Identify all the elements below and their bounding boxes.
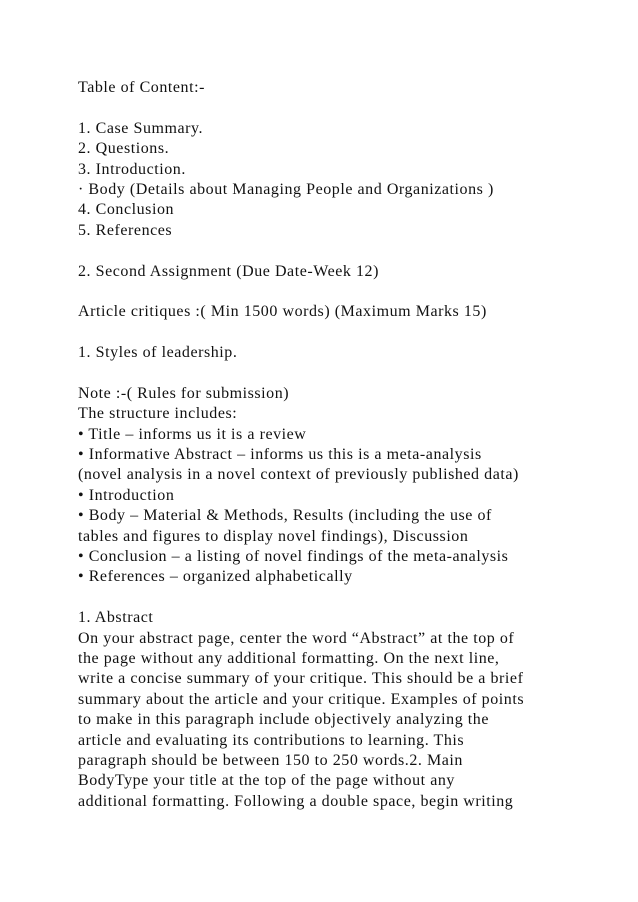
note-intro: The structure includes: [78, 405, 238, 423]
abstract-line: additional formatting. Following a double space, begin writing [78, 792, 514, 810]
note-line: • Introduction [78, 486, 175, 504]
abstract-line: summary about the article and your critique. Examples of points [78, 690, 525, 708]
assignment-heading: 2. Second Assignment (Due Date-Week 12) [78, 262, 379, 280]
document-body [78, 78, 618, 812]
abstract-line: article and evaluating its contributions to learning. This [78, 731, 465, 749]
toc-item: 4. Conclusion [78, 201, 175, 219]
spacer [78, 241, 618, 261]
toc-item: 2. Questions. [78, 140, 170, 158]
toc-item: 1. Case Summary. [78, 119, 204, 137]
abstract-line: to make in this paragraph include objectively analyzing the [78, 711, 489, 729]
toc-title: Table of Content:- [78, 79, 205, 96]
note-heading: Note :-( Rules for submission) [78, 384, 290, 402]
abstract-line: paragraph should be between 150 to 250 words.2. Main [78, 751, 463, 769]
note-line: • Informative Abstract – informs us this is a meta-analysis [78, 446, 482, 464]
toc-item: 5. References [78, 221, 173, 239]
spacer [78, 323, 618, 343]
assignment-critique: Article critiques :( Min 1500 words) (Maximum Marks 15) [78, 303, 487, 321]
note-line: • Body – Material & Methods, Results (including the use of [78, 507, 492, 525]
note-line: • Conclusion – a listing of novel findings of the meta-analysis [78, 547, 509, 565]
toc-item: · Body (Details about Managing People and Organizations ) [78, 180, 494, 198]
assignment-topic: 1. Styles of leadership. [78, 344, 238, 362]
abstract-line: BodyType your title at the top of the page without any [78, 772, 455, 790]
abstract-heading: 1. Abstract [78, 609, 154, 627]
note-line: • Title – informs us it is a review [78, 425, 307, 443]
note-line: tables and figures to display novel findings), Discussion [78, 527, 469, 545]
note-line: (novel analysis in a novel context of previously published data) [78, 466, 519, 484]
abstract-line: the page without any additional formatting. On the next line, [78, 649, 500, 667]
abstract-line: On your abstract page, center the word “Abstract” at the top of [78, 629, 515, 647]
spacer [78, 98, 618, 118]
abstract-line: write a concise summary of your critique. This should be a brief [78, 670, 524, 688]
spacer [78, 282, 618, 302]
spacer [78, 363, 618, 383]
spacer [78, 588, 618, 608]
toc-item: 3. Introduction. [78, 160, 186, 178]
note-line: • References – organized alphabetically [78, 568, 353, 586]
